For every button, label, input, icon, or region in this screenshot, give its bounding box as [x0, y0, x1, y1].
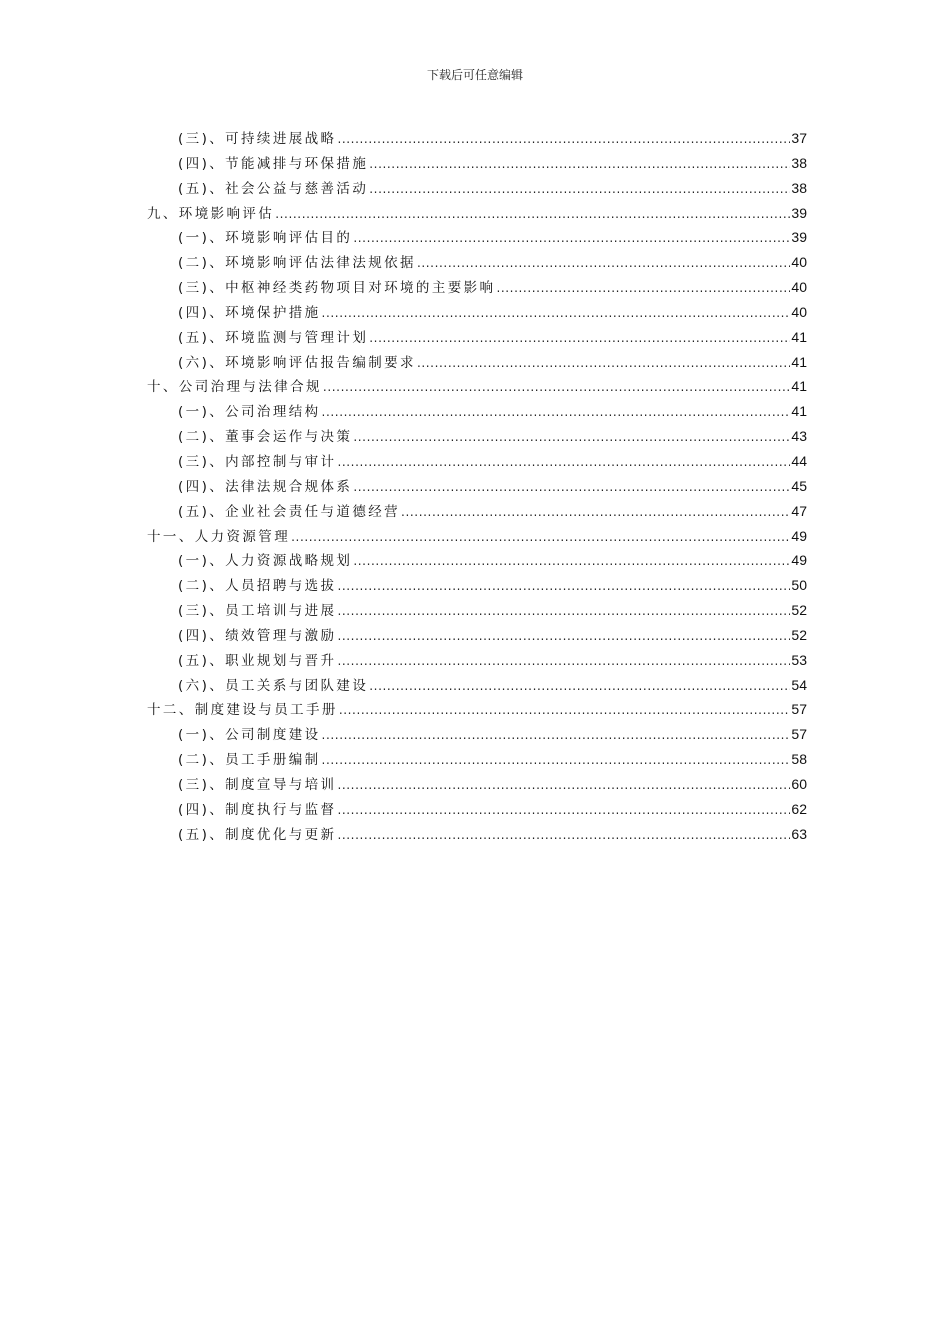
toc-entry-title: (三)、可持续进展战略	[178, 131, 337, 147]
toc-page-number: 58	[791, 751, 807, 768]
toc-entry-title: (二)、环境影响评估法律法规依据	[178, 255, 416, 272]
toc-section-entry[interactable]	[147, 350, 807, 375]
toc-dot-leader	[322, 301, 791, 326]
toc-page-number: 45	[791, 477, 807, 494]
toc-entry-title: (五)、企业社会责任与道德经营	[178, 503, 401, 520]
toc-section-entry[interactable]	[147, 449, 807, 474]
toc-page-number: 43	[791, 428, 807, 445]
toc-page-number: 49	[791, 552, 807, 569]
page-header: 下载后可任意编辑	[426, 68, 523, 82]
toc-page-number: 62	[791, 800, 807, 817]
toc-dot-leader	[401, 500, 790, 525]
toc-entry-title: 十二、制度建设与员工手册	[147, 702, 338, 719]
toc-entry-title: (三)、内部控制与审计	[178, 453, 337, 470]
toc-dot-leader	[337, 127, 790, 152]
toc-entry-title: (一)、公司制度建设	[178, 727, 321, 744]
toc-section-entry[interactable]	[147, 176, 807, 201]
toc-entry-title: (四)、制度执行与监督	[178, 801, 337, 818]
toc-entry-title: (一)、人力资源战略规划	[178, 553, 353, 570]
toc-entry-title: (二)、员工手册编制	[178, 752, 321, 769]
toc-dot-leader	[339, 698, 791, 723]
toc-page-number: 57	[791, 701, 807, 718]
toc-section-entry[interactable]	[147, 325, 807, 350]
toc-entry-title: (六)、员工关系与团队建设	[178, 677, 369, 694]
toc-chapter-entry[interactable]	[147, 201, 807, 226]
toc-dot-leader	[337, 574, 790, 599]
toc-page-number: 57	[791, 726, 807, 743]
toc-entry-title: (五)、制度优化与更新	[178, 826, 337, 843]
toc-page-number: 40	[791, 279, 807, 296]
toc-page-number: 41	[791, 378, 807, 395]
toc-dot-leader	[291, 525, 790, 550]
toc-dot-leader	[353, 425, 790, 450]
toc-page-number: 38	[791, 154, 807, 171]
toc-entry-title: (四)、绩效管理与激励	[178, 627, 337, 644]
toc-dot-leader	[369, 152, 790, 177]
toc-page-number: 39	[791, 229, 807, 246]
toc-section-entry[interactable]	[147, 424, 807, 449]
toc-entry-title: (五)、环境监测与管理计划	[178, 329, 369, 346]
toc-page-number: 40	[791, 303, 807, 320]
toc-dot-leader	[337, 450, 790, 475]
toc-section-entry[interactable]	[147, 797, 807, 822]
toc-section-entry[interactable]	[147, 474, 807, 499]
toc-entry-title: (三)、中枢神经类药物项目对环境的主要影响	[178, 280, 496, 297]
toc-dot-leader	[337, 624, 790, 649]
toc-entry-title: (五)、职业规划与晋升	[178, 652, 337, 669]
toc-entry-title: 十一、人力资源管理	[147, 528, 291, 545]
toc-section-entry[interactable]	[147, 399, 807, 424]
toc-page-number: 54	[791, 676, 807, 693]
toc-page-number: 52	[791, 602, 807, 619]
toc-dot-leader	[369, 674, 790, 699]
toc-dot-leader	[322, 400, 791, 425]
toc-dot-leader	[337, 798, 790, 823]
toc-dot-leader	[337, 773, 790, 798]
toc-dot-leader	[337, 649, 790, 674]
toc-section-entry[interactable]	[147, 126, 807, 151]
toc-entry-title: 十、公司治理与法律合规	[147, 379, 322, 396]
toc-section-entry[interactable]	[147, 151, 807, 176]
toc-page-number: 52	[791, 626, 807, 643]
toc-entry-title: (二)、人员招聘与选拔	[178, 578, 337, 595]
toc-dot-leader	[353, 475, 790, 500]
toc-dot-leader	[496, 276, 790, 301]
toc-page-number: 38	[791, 179, 807, 196]
toc-chapter-entry[interactable]	[147, 374, 807, 399]
toc-entry-title: (一)、环境影响评估目的	[178, 230, 353, 247]
toc-dot-leader	[353, 549, 790, 574]
toc-section-entry[interactable]	[147, 548, 807, 573]
toc-page-number: 40	[791, 254, 807, 271]
toc-entry-title: (二)、董事会运作与决策	[178, 429, 353, 446]
toc-section-entry[interactable]	[147, 747, 807, 772]
toc-page-number: 49	[791, 527, 807, 544]
toc-section-entry[interactable]	[147, 225, 807, 250]
toc-dot-leader	[337, 599, 790, 624]
toc-dot-leader	[369, 326, 790, 351]
toc-entry-title: (四)、环境保护措施	[178, 304, 321, 321]
toc-page-number: 47	[791, 502, 807, 519]
toc-dot-leader	[417, 251, 790, 276]
toc-section-entry[interactable]	[147, 598, 807, 623]
toc-dot-leader	[353, 226, 790, 251]
toc-dot-leader	[322, 723, 791, 748]
toc-page-number: 41	[791, 328, 807, 345]
toc-dot-leader	[337, 823, 790, 848]
toc-entry-title: (四)、法律法规合规体系	[178, 478, 353, 495]
toc-entry-title: (六)、环境影响评估报告编制要求	[178, 354, 416, 371]
toc-page-number: 50	[791, 577, 807, 594]
toc-page-number: 39	[791, 204, 807, 221]
toc-section-entry[interactable]	[147, 722, 807, 747]
toc-dot-leader	[369, 177, 790, 202]
toc-dot-leader	[323, 375, 791, 400]
toc-section-entry[interactable]	[147, 300, 807, 325]
toc-page-number: 41	[791, 353, 807, 370]
toc-entry-title: (五)、社会公益与慈善活动	[178, 180, 369, 197]
toc-page-number: 63	[791, 825, 807, 842]
toc-section-entry[interactable]	[147, 499, 807, 524]
toc-dot-leader	[417, 351, 790, 376]
toc-entry-title: 九、环境影响评估	[147, 205, 275, 222]
toc-section-entry[interactable]	[147, 673, 807, 698]
toc-chapter-entry[interactable]	[147, 697, 807, 722]
toc-page-number: 44	[791, 452, 807, 469]
toc-entry-title: (三)、制度宣导与培训	[178, 776, 337, 793]
table-of-contents	[147, 126, 807, 846]
toc-page-number: 37	[791, 130, 807, 146]
toc-entry-title: (一)、公司治理结构	[178, 404, 321, 421]
toc-section-entry[interactable]	[147, 772, 807, 797]
toc-chapter-entry[interactable]	[147, 524, 807, 549]
toc-section-entry[interactable]	[147, 250, 807, 275]
toc-dot-leader	[275, 202, 790, 227]
toc-page-number: 60	[791, 775, 807, 792]
toc-entry-title: (三)、员工培训与进展	[178, 603, 337, 620]
toc-page-number: 41	[791, 403, 807, 420]
toc-section-entry[interactable]	[147, 275, 807, 300]
toc-section-entry[interactable]	[147, 822, 807, 847]
toc-dot-leader	[322, 748, 791, 773]
toc-entry-title: (四)、节能减排与环保措施	[178, 155, 369, 172]
toc-page-number: 53	[791, 651, 807, 668]
toc-section-entry[interactable]	[147, 648, 807, 673]
toc-section-entry[interactable]	[147, 623, 807, 648]
toc-section-entry[interactable]	[147, 573, 807, 598]
